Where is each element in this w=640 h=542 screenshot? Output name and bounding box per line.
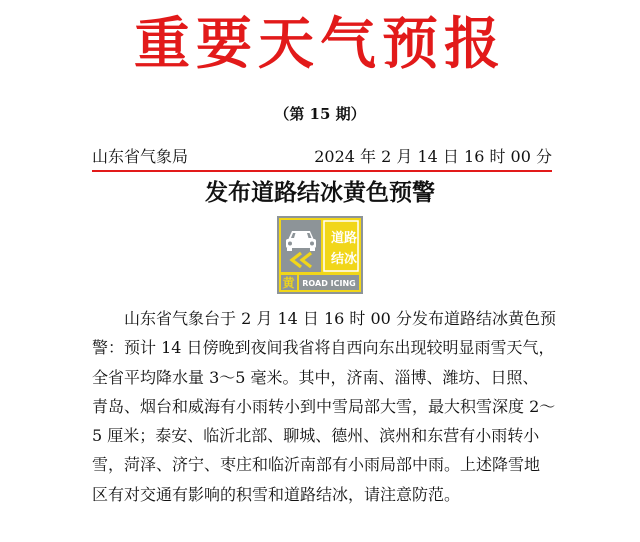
body-line: 5 厘米；泰安、临沂北部、聊城、德州、滨州和东营有小雨转小 [92, 426, 540, 446]
badge-cn-text-1: 道路 [331, 231, 358, 246]
badge-level-char: 黄 [282, 276, 295, 290]
bulletin-meta [92, 145, 552, 169]
road-icing-badge-graphic [279, 218, 361, 292]
body-line: 区有对交通有影响的积雪和道路结冰，请注意防范。 [92, 484, 461, 504]
issue-timestamp: 2024 年 2 月 14 日 16 时 00 分 [314, 147, 552, 166]
issuing-organization: 山东省气象局 [92, 147, 189, 166]
bulletin-body [92, 304, 556, 509]
body-line: 雪，菏泽、济宁、枣庄和临沂南部有小雨局部中雨。上述降雪地 [92, 455, 541, 475]
body-line: 警：预计 14 日傍晚到夜间我省将自西向东出现较明显雨雪天气， [92, 338, 555, 358]
badge-en-text: ROAD ICING [302, 279, 356, 288]
issue-number: （第 15 期） [274, 105, 366, 123]
road-icing-yellow-warning-icon [277, 216, 363, 294]
headline: 发布道路结冰黄色预警 [205, 180, 435, 206]
badge-cn-text-2: 结冰 [331, 252, 358, 267]
body-line: 山东省气象台于 2 月 14 日 16 时 00 分发布道路结冰黄色预 [124, 309, 556, 328]
red-divider [92, 170, 552, 172]
body-line: 全省平均降水量 3～5 毫米。其中，济南、淄博、潍坊、日照、 [92, 367, 539, 387]
masthead-title: 重要天气预报 [134, 12, 506, 77]
body-line: 青岛、烟台和威海有小雨转小到中雪局部大雪，最大积雪深度 2～ [92, 396, 556, 416]
